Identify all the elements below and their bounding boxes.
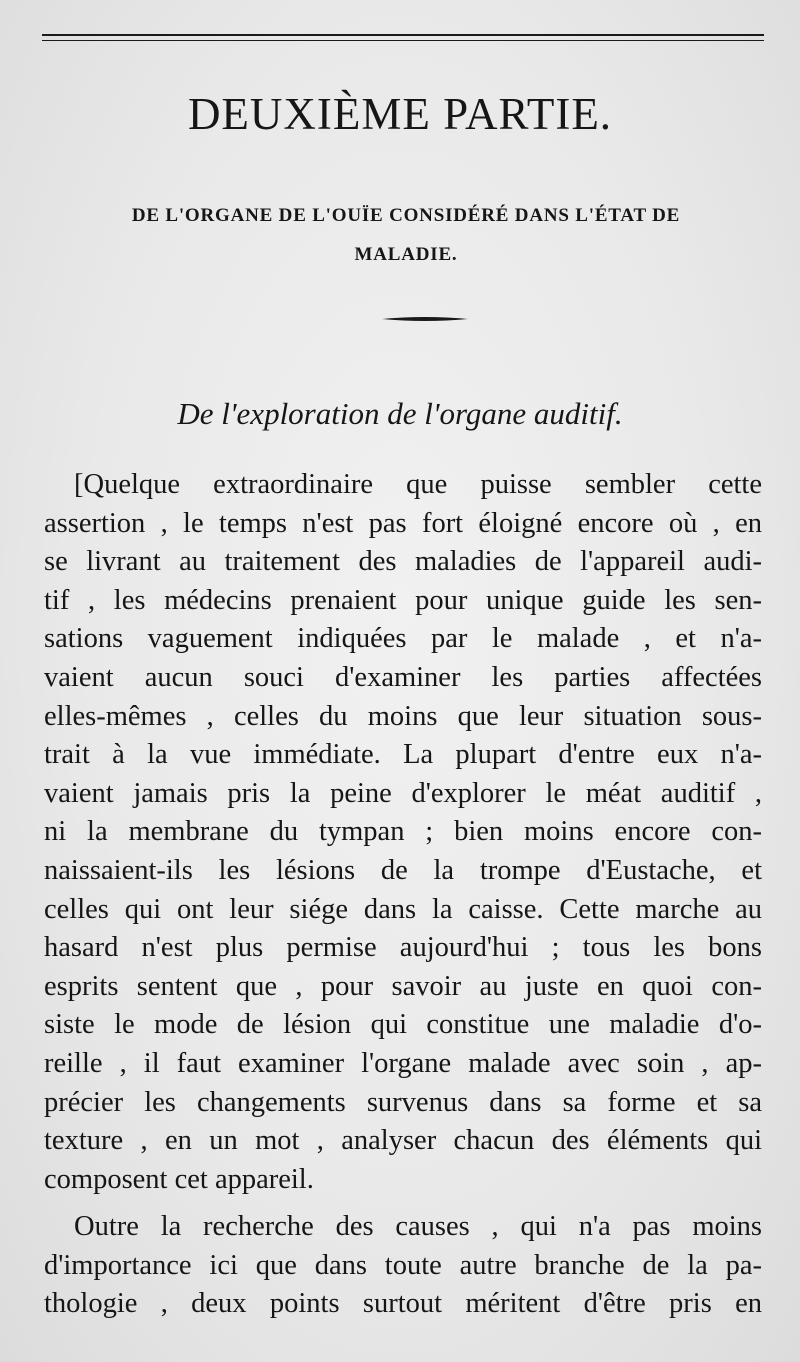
text-line: [Quelque extraordinaire que puisse sembler cette — [74, 469, 762, 500]
text-line: hasard n'est plus permise aujourd'hui ; tous les bons — [44, 932, 762, 964]
text-line: vaient jamais pris la peine d'explorer le méat auditif , — [44, 777, 762, 809]
text-line: thologie , deux points surtout méritent d'être pris en — [44, 1288, 762, 1320]
text-line: tif , les médecins prenaient pour unique guide les sen- — [44, 584, 762, 616]
section-heading: De l'exploration de l'organe auditif. — [177, 396, 623, 431]
text-line: elles-mêmes , celles du moins que leur situation sous- — [44, 700, 762, 732]
part-subtitle — [70, 196, 742, 274]
text-line: composent cet appareil. — [44, 1163, 314, 1195]
text-line: siste le mode de lésion qui constitue une maladie d'o- — [44, 1009, 762, 1041]
text-line: esprits sentent que , pour savoir au juste en quoi con- — [44, 970, 762, 1002]
text-line: naissaient-ils les lésions de la trompe d'Eustache, et — [44, 854, 762, 886]
text-line: se livrant au traitement des maladies de l'appareil audi- — [44, 546, 762, 578]
ornament-rule — [382, 316, 468, 322]
text-line: celles qui ont leur siége dans la caisse. Cette marche au — [44, 893, 762, 925]
text-line: assertion , le temps n'est pas fort éloigné encore où , en — [44, 507, 762, 539]
text-line: d'importance ici que dans toute autre branche de la pa- — [44, 1249, 762, 1281]
paragraph-1 — [44, 466, 762, 1199]
subtitle-line-1: DE L'ORGANE DE L'OUÏE CONSIDÉRÉ DANS L'ÉTAT DE — [131, 205, 681, 226]
text-line: Outre la recherche des causes , qui n'a pas moins — [74, 1211, 762, 1242]
subtitle-line-2: MALADIE. — [354, 244, 458, 265]
header-double-rule — [42, 34, 764, 41]
text-line: vaient aucun souci d'examiner les parties affectées — [44, 661, 762, 693]
text-line: texture , en un mot , analyser chacun des éléments qui — [44, 1125, 762, 1157]
text-line: ni la membrane du tympan ; bien moins encore con- — [44, 816, 762, 848]
text-line: précier les changements survenus dans sa forme et sa — [44, 1086, 762, 1118]
paragraph-2 — [44, 1208, 762, 1324]
text-line: sations vaguement indiquées par le malade , et n'a- — [44, 623, 762, 655]
text-line: trait à la vue immédiate. La plupart d'entre eux n'a- — [44, 739, 762, 771]
text-line: reille , il faut examiner l'organe malade avec soin , ap- — [44, 1047, 762, 1079]
part-title: DEUXIÈME PARTIE. — [187, 89, 613, 139]
